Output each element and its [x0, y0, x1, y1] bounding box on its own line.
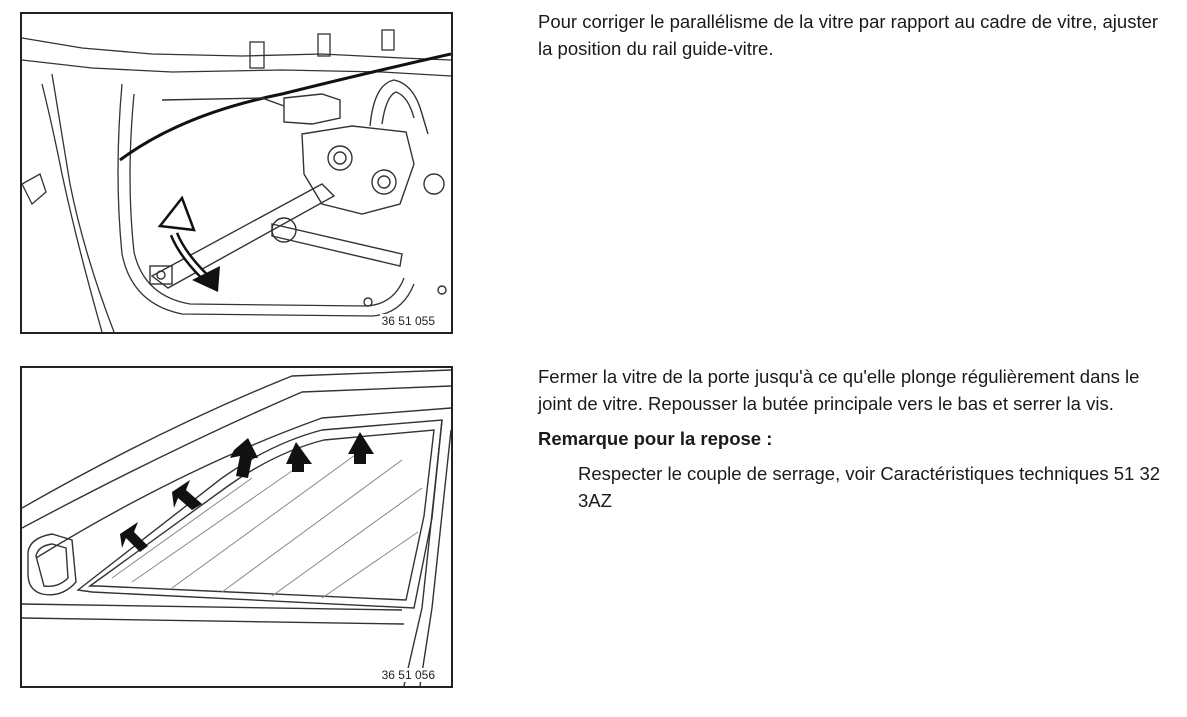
step-text: Pour corriger le parallélisme de la vitre par rapport au cadre de vitre, ajuster la position du rail guide-vitre. — [538, 11, 1159, 59]
step-text: Fermer la vitre de la porte jusqu'à ce qu'elle plonge régulièrement dans le joint de vitre. Repousser la butée principale vers le bas et serrer la vis. — [538, 366, 1140, 414]
figure-number: 36 51 055 — [381, 314, 435, 328]
note-body: Respecter le couple de serrage, voir Caractéristiques techniques 51 32 3AZ — [578, 463, 1161, 511]
step-instruction — [538, 8, 1168, 70]
note-title: Remarque pour la repose : — [538, 428, 773, 449]
step-instruction — [538, 363, 1168, 514]
adjust-arrow-icon — [160, 198, 220, 292]
figure-number: 36 51 056 — [381, 668, 435, 682]
figure-window-regulator — [20, 12, 453, 334]
door-glass-illustration — [22, 368, 451, 686]
figure-door-glass — [20, 366, 453, 688]
regulator-illustration — [22, 14, 451, 332]
